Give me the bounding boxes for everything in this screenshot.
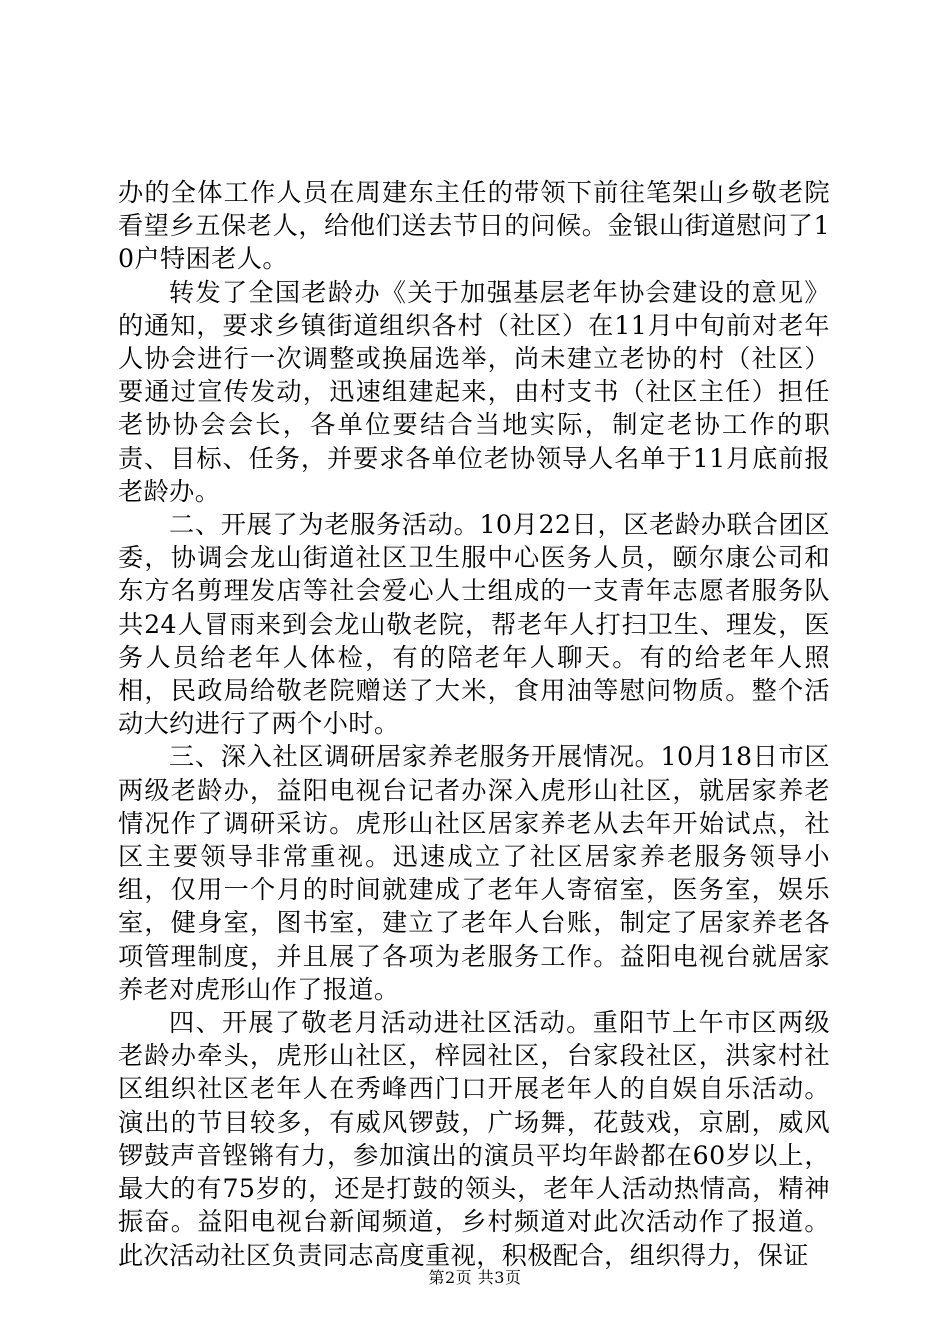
paragraph-section-two: 二、开展了为老服务活动。10月22日，区老龄办联合团区委，协调会龙山街道社区卫生服中心医务人员，颐尔康公司和东方名剪理发店等社会爱心人士组成的一支青年志愿者服务队共24人冒雨来到会龙山敬老院，帮老年人打扫卫生、理发，医务人员给老年人体检，有的陪老年人聊天。有的给老年人照相，民政局给敬老院赠送了大米，食用油等慰问物质。整个活动大约进行了两个小时。 [118, 510, 830, 739]
document-body [118, 176, 830, 1272]
paragraph-notice-forwarded: 转发了全国老龄办《关于加强基层老年协会建设的意见》的通知，要求乡镇街道组织各村（社区）在11月中旬前对老年人协会进行一次调整或换届选举，尚未建立老协的村（社区）要通过宣传发动，迅速组建起来，由村支书（社区主任）担任老协协会会长，各单位要结合当地实际，制定老协工作的职责、目标、任务，并要求各单位老协领导人名单于11月底前报老龄办。 [118, 277, 830, 506]
paragraph-section-four: 四、开展了敬老月活动进社区活动。重阳节上午市区两级老龄办牵头，虎形山社区，梓园社区，台家段社区，洪家村社区组织社区老年人在秀峰西门口开展老年人的自娱自乐活动。演出的节目较多，有威风锣鼓，广场舞，花鼓戏，京剧，威风锣鼓声音铿锵有力，参加演出的演员平均年龄都在60岁以上，最大的有75岁的，还是打鼓的领头，老年人活动热情高，精神振奋。益阳电视台新闻频道，乡村频道对此次活动作了报道。此次活动社区负责同志高度重视，积极配合，组织得力，保证 [118, 1008, 830, 1270]
page-number-footer: 第2页 共3页 [428, 1268, 522, 1287]
paragraph-section-three: 三、深入社区调研居家养老服务开展情况。10月18日市区两级老龄办，益阳电视台记者办深入虎形山社区，就居家养老情况作了调研采访。虎形山社区居家养老从去年开始试点，社区主要领导非常重视。迅速成立了社区居家养老服务领导小组，仅用一个月的时间就建成了老年人寄宿室，医务室，娱乐室，健身室，图书室，建立了老年人台账，制定了居家养老各项管理制度，并且展了各项为老服务工作。益阳电视台就居家养老对虎形山作了报道。 [118, 742, 830, 1004]
paragraph-continuation: 办的全体工作人员在周建东主任的带领下前往笔架山乡敬老院看望乡五保老人，给他们送去节日的问候。金银山街道慰问了10户特困老人。 [118, 178, 830, 274]
